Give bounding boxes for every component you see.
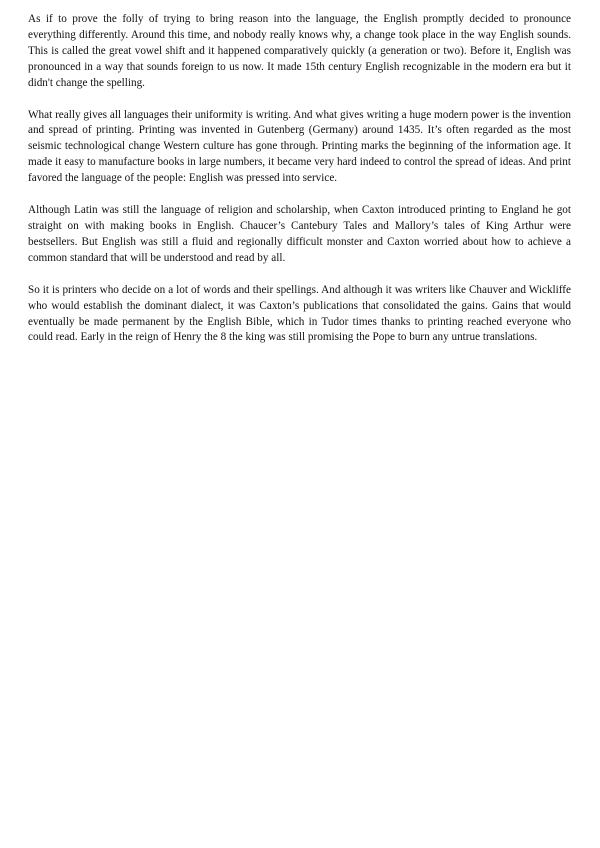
paragraph-great-vowel-shift: As if to prove the folly of trying to bring reason into the language, the English promptly decided to pronounce everything differently. Around this time, and nobody really knows why, a change took place in the way English sounds. This is called the great vowel shift and it happened comparatively quickly (a generation or two). Before it, English was pronounced in a way that sounds foreign to us now. It made 15th century English recognizable in the modern era but it didn't change the spelling. xyxy=(28,13,571,89)
document-page xyxy=(28,12,571,362)
paragraph-printing: What really gives all languages their uniformity is writing. And what gives writing a huge modern power is the invention and spread of printing. Printing was invented in Gutenberg (Germany) around 1435. It’s often regarded as the most seismic technological change Western culture has gone through. Printing marks the beginning of the information age. It made it easy to manufacture books in large numbers, it became very hard indeed to control the spread of ideas. And print favored the language of the people: English was pressed into service. xyxy=(28,108,571,185)
paragraph-printers-spellings: So it is printers who decide on a lot of words and their spellings. And although it was writers like Chauver and Wickliffe who would establish the dominant dialect, it was Caxton’s publications that consolidated the gains. Gains that would eventually be made permanent by the English Bible, which in Tudor times thanks to printing reached everyone who could read. Early in the reign of Henry the 8 the king was still promising the Pope to burn any untrue translations. xyxy=(28,283,571,344)
paragraph-caxton: Although Latin was still the language of religion and scholarship, when Caxton introduced printing to England he got straight on with making books in English. Chaucer’s Cantebury Tales and Mallory’s tales of King Arthur were bestsellers. But English was still a fluid and regionally difficult monster and Caxton worried about how to achieve a common standard that will be understood and read by all. xyxy=(28,204,571,264)
